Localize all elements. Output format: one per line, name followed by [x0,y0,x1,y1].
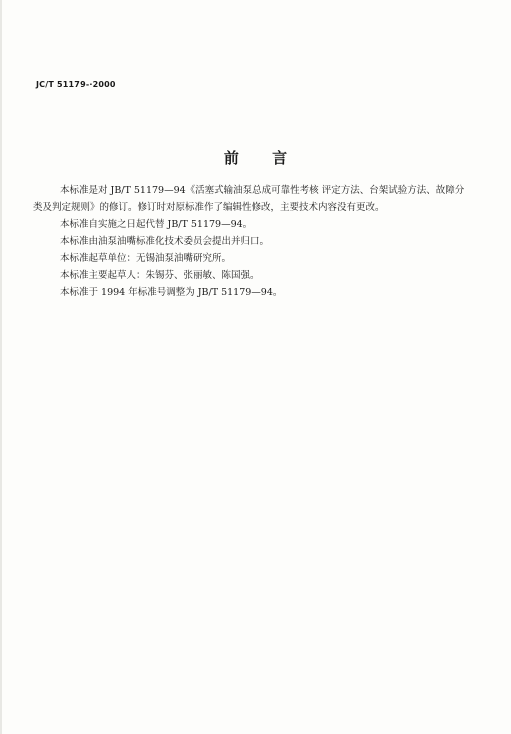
foreword-body [33,182,490,301]
standard-code: JC/T 51179-·2000 [36,80,116,89]
paragraph-2: 本标准自实施之日起代替 JB/T 51179—94。 [60,219,253,230]
paragraph-1-line-2: 类及判定规则》的修订。修订时对原标准作了编辑性修改，主要技术内容没有更改。 [33,202,385,213]
page-title: 前 言 [223,149,302,167]
paragraph-5: 本标准主要起草人：朱锡芬、张丽敏、陈国强。 [60,270,260,281]
paragraph-6: 本标准于 1994 年标准号调整为 JB/T 51179—94。 [60,287,283,298]
scan-edge [0,0,2,734]
paragraph-4: 本标准起草单位：无锡油泵油嘴研究所。 [60,253,232,264]
paragraph-1-line-1: 本标准是对 JB/T 51179—94《活塞式输油泵总成可靠性考核 评定方法、台架试验方法、故障分 [60,185,465,196]
paragraph-3: 本标准由油泵油嘴标准化技术委员会提出并归口。 [60,236,270,247]
